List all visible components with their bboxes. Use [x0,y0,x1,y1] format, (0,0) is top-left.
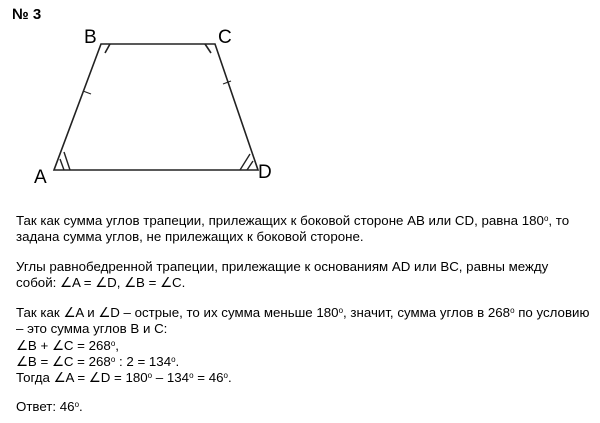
answer-text: Ответ: 46 [16,399,75,414]
answer-degree-sup: o [74,400,80,409]
para3-line1: Так как ∠A и ∠D – острые, то их сумма меньше 180$^o$, значит, сумма углов в 268$^o$ по условию [16,305,590,320]
solution-paragraph-1 [16,213,591,246]
vertex-label-a: A [34,167,47,188]
para2-line1: Углы равнобедренной трапеции, прилежащие к основаниям AD или BC, равны между [16,259,549,274]
para3-line3: ∠B + ∠C = $268^o$, [16,337,119,353]
para2-line2: собой: ∠A = ∠D, ∠B = ∠C. [16,275,186,291]
degree-sup: o [543,214,549,223]
angle-mark-c [205,44,211,53]
answer-line [16,399,591,415]
para3-line5: Тогда ∠A = ∠D = $180^o - 134^o = 46^o$. [16,370,232,386]
problem-number: № 3 [12,6,42,23]
vertex-label-c: C [218,27,232,48]
angle-mark-b [105,44,110,53]
tick-mark-ab [83,91,91,94]
trapezoid-outline [54,44,258,170]
para3-line4: ∠B = ∠C = $268^o$ : $2 = 134^o$. [16,353,180,369]
vertex-label-d: D [258,162,272,183]
trapezoid-figure [0,0,600,200]
para1-text-end: , то задана сумма углов, не прилежащих к боковой стороне. [16,213,570,245]
angle-mark-a-outer [64,152,70,170]
angle-mark-d-inner [247,161,253,170]
para3-line2: – это сумма углов B и C: [16,321,168,337]
solution-paragraph-3 [16,305,591,386]
vertex-label-b: B [84,27,97,48]
answer-text-end: . [79,399,83,414]
para1-text: Так как сумма углов трапеции, прилежащих к боковой стороне AB или CD, равна 180 [16,213,544,228]
angle-mark-a-inner [60,159,64,170]
solution-paragraph-2 [16,259,591,292]
